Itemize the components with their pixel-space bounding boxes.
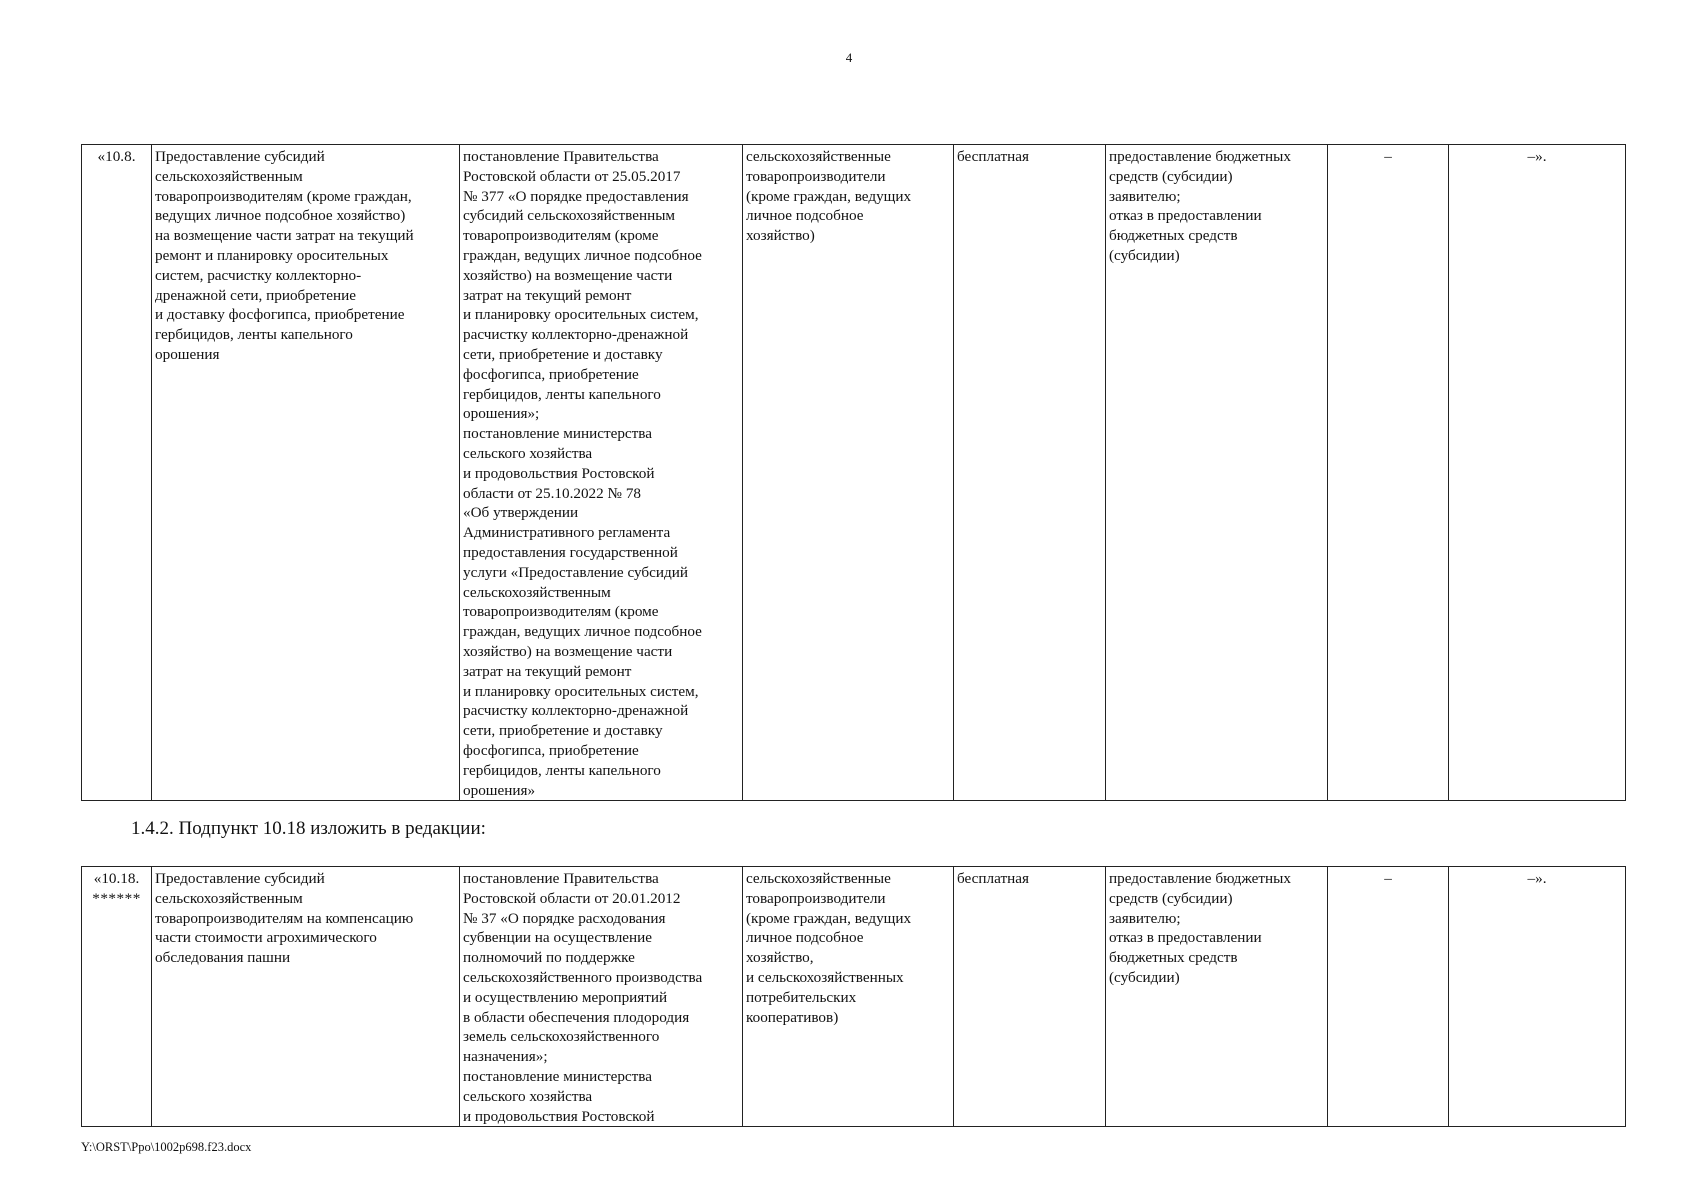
cell-text-line: полномочий по поддержке (463, 949, 635, 967)
cell-text-line: Административного регламента (463, 524, 671, 542)
cell-text-line: № 37 «О порядке расходования (463, 909, 666, 927)
column-8-value: –». (1527, 148, 1547, 165)
section-subheading: 1.4.2. Подпункт 10.18 изложить в редакции: (131, 818, 486, 839)
cell-text-line: дренажной сети, приобретение (155, 286, 356, 304)
cell-text-line: затрат на текущий ремонт (463, 286, 632, 304)
cell-text-line: отказ в предоставлении (1109, 929, 1262, 947)
item-number: «10.8. (97, 148, 136, 165)
cell-text-line: расчистку коллекторно-дренажной (463, 702, 689, 720)
cell-text-line: и продовольствия Ростовской (463, 464, 655, 482)
payment-cell (954, 867, 1106, 1127)
cell-text-line: сельскохозяйственные (746, 870, 891, 887)
cell-text-line: назначения»; (463, 1048, 548, 1066)
cell-text-line: хозяйство) на возмещение части (463, 642, 673, 660)
cell-text-line: граждан, ведущих личное подсобное (463, 246, 702, 264)
cell-text-line: и планировку оросительных систем, (463, 682, 699, 700)
cell-text-line: отказ в предоставлении (1109, 207, 1262, 225)
cell-text-line: и сельскохозяйственных (746, 968, 904, 986)
cell-text-line: сельского хозяйства (463, 444, 593, 462)
cell-text-line: заявителю; (1109, 187, 1181, 205)
cell-text-line: Предоставление субсидий (155, 148, 325, 165)
cell-text-line: товаропроизводителям (кроме граждан, (155, 187, 412, 205)
cell-text-line: товаропроизводителям (кроме (463, 603, 659, 621)
cell-text-line: ведущих личное подсобное хозяйство) (155, 207, 406, 225)
cell-text-line: личное подсобное (746, 207, 864, 225)
cell-text-line: Ростовской области от 25.05.2017 (463, 167, 681, 185)
cell-text-line: средств (субсидии) (1109, 167, 1233, 185)
cell-text-line: услуги «Предоставление субсидий (463, 563, 688, 581)
cell-text-line: части стоимости агрохимического (155, 929, 377, 947)
cell-text-line: сельскохозяйственным (155, 889, 303, 907)
column-8-cell (1449, 867, 1626, 1127)
cell-text-line: средств (субсидии) (1109, 889, 1233, 907)
cell-text-line: бюджетных средств (1109, 227, 1238, 245)
cell-text-line: на возмещение части затрат на текущий (155, 227, 414, 245)
cell-text-line: товаропроизводители (746, 889, 886, 907)
table-row (82, 867, 1626, 1127)
services-table-10-18 (81, 866, 1626, 1127)
cell-text-line: товаропроизводителям (кроме (463, 227, 659, 245)
item-number: «10.18. (93, 870, 140, 887)
cell-text-line: (субсидии) (1109, 968, 1180, 986)
cell-text-line: предоставления государственной (463, 543, 678, 561)
recipients-cell (743, 867, 954, 1127)
column-7-cell (1328, 867, 1449, 1127)
cell-text-line: сельскохозяйственного производства (463, 968, 703, 986)
cell-text-line: и осуществлению мероприятий (463, 988, 668, 1006)
cell-text-line: постановление министерства (463, 1067, 653, 1085)
cell-text-line: сельскохозяйственным (463, 583, 611, 601)
item-number-mark: ****** (92, 889, 141, 907)
column-8-value: –». (1527, 870, 1547, 887)
cell-text-line: субсидий сельскохозяйственным (463, 207, 676, 225)
recipients-cell (743, 145, 954, 801)
item-number-cell (82, 145, 152, 801)
cell-text-line: области от 25.10.2022 № 78 (463, 484, 642, 502)
cell-text-line: постановление Правительства (463, 148, 659, 165)
cell-text-line: № 377 «О порядке предоставления (463, 187, 689, 205)
cell-text-line: предоставление бюджетных (1109, 148, 1291, 165)
cell-text-line: сельскохозяйственным (155, 167, 303, 185)
cell-text-line: систем, расчистку коллекторно- (155, 266, 362, 284)
legal-basis-cell (460, 145, 743, 801)
cell-text-line: фосфогипса, приобретение (463, 365, 639, 383)
cell-text-line: потребительских (746, 988, 857, 1006)
cell-text-line: и доставку фосфогипса, приобретение (155, 306, 405, 324)
cell-text-line: орошения»; (463, 405, 540, 423)
cell-text-line: бюджетных средств (1109, 949, 1238, 967)
cell-text-line: гербицидов, ленты капельного (155, 326, 353, 344)
page-number: 4 (845, 50, 853, 65)
cell-text-line: Ростовской области от 20.01.2012 (463, 889, 681, 907)
cell-text-line: хозяйство, (746, 949, 814, 967)
cell-text-line: расчистку коллекторно-дренажной (463, 326, 689, 344)
cell-text-line: затрат на текущий ремонт (463, 662, 632, 680)
table-row (82, 145, 1626, 801)
legal-basis-cell (460, 867, 743, 1127)
cell-text-line: граждан, ведущих личное подсобное (463, 623, 702, 641)
item-number-cell (82, 867, 152, 1127)
cell-text-line: субвенции на осуществление (463, 929, 653, 947)
cell-text-line: орошения» (463, 781, 536, 799)
services-table-10-8 (81, 144, 1626, 801)
cell-text-line: гербицидов, ленты капельного (463, 761, 661, 779)
cell-text-line: постановление Правительства (463, 870, 659, 887)
result-cell (1106, 145, 1328, 801)
cell-text-line: (субсидии) (1109, 246, 1180, 264)
cell-text-line: постановление министерства (463, 425, 653, 443)
cell-text-line: предоставление бюджетных (1109, 870, 1291, 887)
result-cell (1106, 867, 1328, 1127)
column-7-value: – (1384, 148, 1392, 165)
cell-text-line: сельского хозяйства (463, 1087, 593, 1105)
payment-text: бесплатная (957, 148, 1029, 165)
service-name-cell (152, 145, 460, 801)
cell-text-line: товаропроизводители (746, 167, 886, 185)
cell-text-line: хозяйство) (746, 227, 815, 245)
cell-text-line: товаропроизводителям на компенсацию (155, 909, 414, 927)
cell-text-line: сети, приобретение и доставку (463, 345, 663, 363)
service-name-cell (152, 867, 460, 1127)
cell-text-line: земель сельскохозяйственного (463, 1028, 660, 1046)
cell-text-line: «Об утверждении (463, 504, 579, 522)
cell-text-line: кооперативов) (746, 1008, 839, 1026)
cell-text-line: личное подсобное (746, 929, 864, 947)
payment-cell (954, 145, 1106, 801)
cell-text-line: заявителю; (1109, 909, 1181, 927)
cell-text-line: обследования пашни (155, 949, 291, 967)
cell-text-line: (кроме граждан, ведущих (746, 187, 912, 205)
cell-text-line: сети, приобретение и доставку (463, 722, 663, 740)
column-7-cell (1328, 145, 1449, 801)
cell-text-line: фосфогипса, приобретение (463, 741, 639, 759)
cell-text-line: (кроме граждан, ведущих (746, 909, 912, 927)
cell-text-line: в области обеспечения плодородия (463, 1008, 690, 1026)
cell-text-line: и продовольствия Ростовской (463, 1107, 655, 1125)
cell-text-line: сельскохозяйственные (746, 148, 891, 165)
document-file-path: Y:\ORST\Ppo\1002p698.f23.docx (81, 1140, 252, 1154)
payment-text: бесплатная (957, 870, 1029, 887)
column-8-cell (1449, 145, 1626, 801)
column-7-value: – (1384, 870, 1392, 887)
cell-text-line: хозяйство) на возмещение части (463, 266, 673, 284)
cell-text-line: ремонт и планировку оросительных (155, 246, 389, 264)
cell-text-line: и планировку оросительных систем, (463, 306, 699, 324)
cell-text-line: Предоставление субсидий (155, 870, 325, 887)
cell-text-line: гербицидов, ленты капельного (463, 385, 661, 403)
cell-text-line: орошения (155, 345, 220, 363)
